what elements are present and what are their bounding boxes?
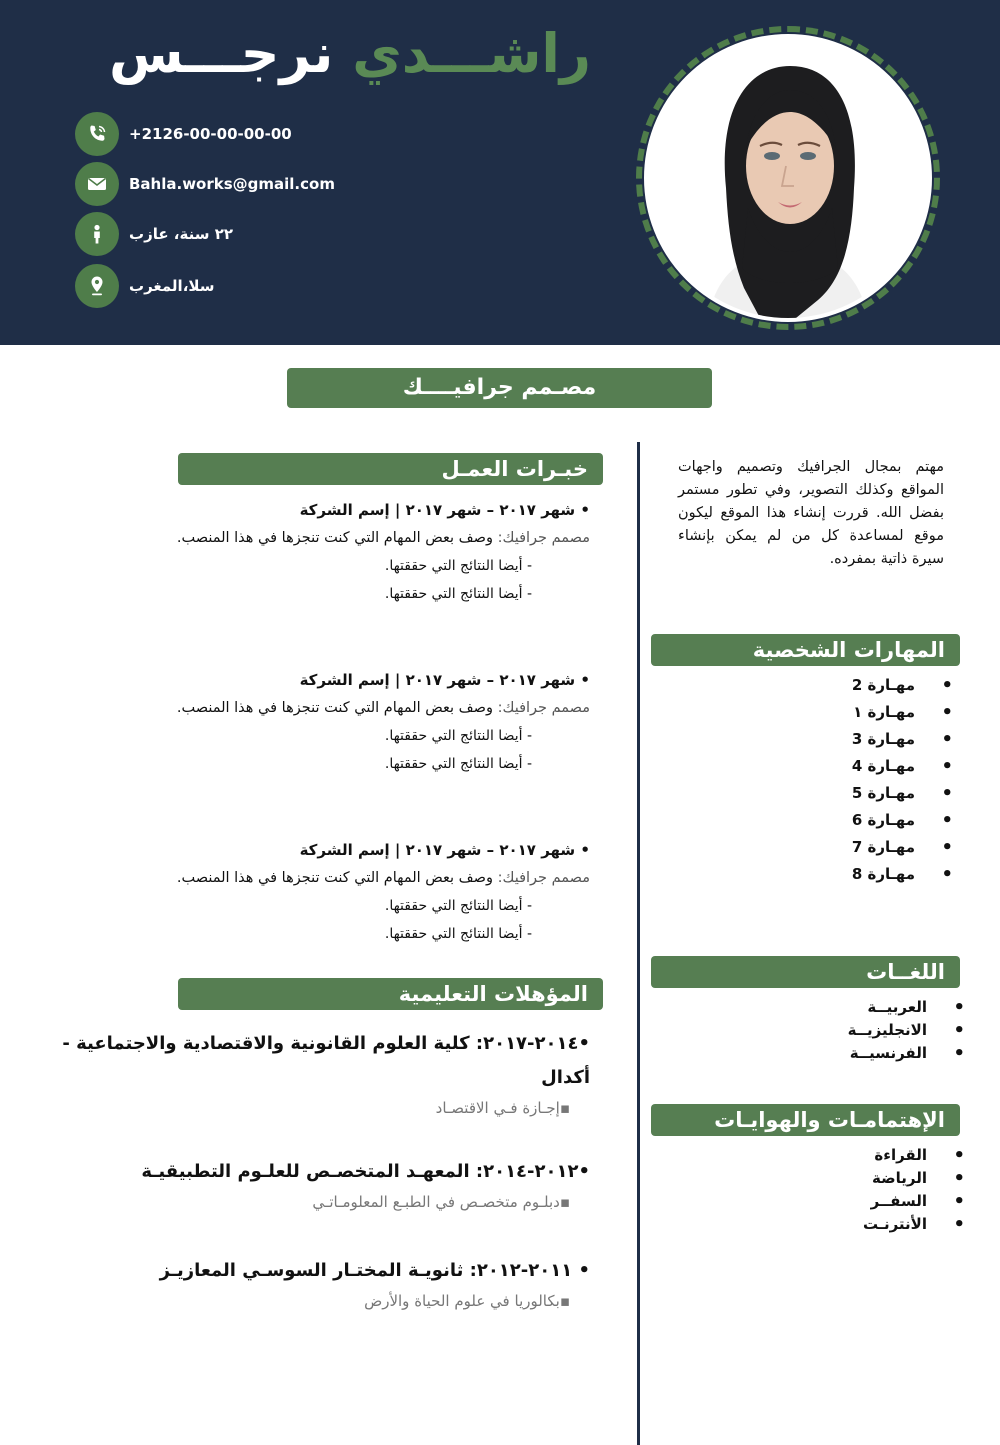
skills-list: [852, 672, 915, 888]
interest-item: القراءة •: [863, 1144, 927, 1167]
language-item: الفرنسيــة •: [848, 1042, 927, 1065]
phone-icon: [75, 112, 119, 156]
phone-number: +2126-00-00-00-00: [129, 125, 292, 143]
skill-item: مهـارة 7 •: [852, 834, 915, 861]
profile-summary: مهتم بمجال الجرافيك وتصميم واجهات المواقع وكذلك التصوير، وفي تطور مستمر بفضل الله. قررت إنشاء هذا الموقع ليكون موقع لمساعدة كل من لم يمكن بإنشاء سيرة ذاتية بمفرده.: [678, 459, 944, 567]
skill-item: مهـارة 8 •: [852, 861, 915, 888]
experience-entry: [60, 496, 590, 608]
education-entry: [60, 1254, 590, 1314]
location-icon: [75, 264, 119, 308]
skill-item: مهـارة 4 •: [852, 753, 915, 780]
contact-age-status: [75, 211, 233, 257]
education-title: •٢٠١٤-٢٠١٧: كلية العلوم القانونية والاقتصادية والاجتماعية - أكدال: [62, 1033, 590, 1088]
languages-heading: اللغــات: [651, 956, 960, 988]
experience-desc-text: وصف بعض المهام التي كنت تنجزها في هذا المنصب.: [176, 530, 498, 546]
experience-point: - أيضا النتائج التي حققتها.: [384, 926, 532, 942]
experience-title: • شهر ٢٠١٧ – شهر ٢٠١٧ | إسم الشركة: [299, 501, 590, 519]
experience-point: - أيضا النتائج التي حققتها.: [384, 728, 532, 744]
interest-item: السفــر •: [863, 1190, 927, 1213]
experience-title: • شهر ٢٠١٧ – شهر ٢٠١٧ | إسم الشركة: [299, 841, 590, 859]
language-item: العربيــة •: [848, 996, 927, 1019]
education-title: •٢٠١٢-٢٠١٤: المعهـد المتخصـص للعلـوم التطبيقيـة: [141, 1161, 590, 1182]
experience-desc-text: وصف بعض المهام التي كنت تنجزها في هذا المنصب.: [176, 700, 498, 716]
experience-role: مصمم جرافيك:: [497, 530, 590, 546]
interests-heading: الإهتمامـات والهوايـات: [651, 1104, 960, 1136]
education-heading: المؤهلات التعليمية: [178, 978, 603, 1010]
contact-email: [75, 161, 335, 207]
experience-point: - أيضا النتائج التي حققتها.: [384, 898, 532, 914]
experience-description: [60, 864, 590, 892]
email-address: Bahla.works@gmail.com: [129, 175, 335, 193]
experience-heading: خبـرات العمـل: [178, 453, 603, 485]
education-title: • ٢٠١١-٢٠١٢: ثانويـة المختـار السوسـي المعازيـز: [159, 1260, 590, 1281]
skill-item: مهـارة 6 •: [852, 807, 915, 834]
experience-title: • شهر ٢٠١٧ – شهر ٢٠١٧ | إسم الشركة: [299, 671, 590, 689]
skill-item: مهـارة ١ •: [852, 699, 915, 726]
skill-item: مهـارة 3 •: [852, 726, 915, 753]
age-marital-status: ٢٢ سنة، عازب: [129, 225, 234, 243]
experience-role: مصمم جرافيك:: [497, 870, 590, 886]
last-name: نرجـــس: [108, 22, 334, 85]
contact-phone: [75, 111, 292, 157]
profile-photo: [644, 34, 932, 322]
experience-entry: [60, 666, 590, 778]
header-banner: [0, 0, 1000, 345]
experience-point: - أيضا النتائج التي حققتها.: [384, 558, 532, 574]
skill-item: مهـارة 5 •: [852, 780, 915, 807]
education-entry: [60, 1155, 590, 1215]
email-icon: [75, 162, 119, 206]
job-title-bar: مصـمم جرافيــــك: [287, 368, 712, 408]
interest-item: الأنترنـت •: [863, 1213, 927, 1236]
language-item: الانجليزيــة •: [848, 1019, 927, 1042]
first-name: راشـــدي: [352, 22, 592, 85]
experience-point: - أيضا النتائج التي حققتها.: [384, 586, 532, 602]
languages-list: [848, 996, 927, 1065]
person-icon: [75, 212, 119, 256]
experience-entry: [60, 836, 590, 948]
education-detail: ▪بكالوريا في علوم الحياة والأرض: [364, 1292, 570, 1310]
experience-point: - أيضا النتائج التي حققتها.: [384, 756, 532, 772]
experience-description: [60, 694, 590, 722]
contact-location: [75, 263, 215, 309]
interest-item: الرياضة •: [863, 1167, 927, 1190]
experience-desc-text: وصف بعض المهام التي كنت تنجزها في هذا المنصب.: [176, 870, 498, 886]
experience-description: [60, 524, 590, 552]
education-detail: ▪دبلـوم متخصـص في الطبـع المعلومـاتـي: [312, 1193, 570, 1211]
education-entry: [60, 1027, 590, 1121]
location-text: سلا،المغرب: [129, 277, 215, 295]
education-detail: ▪إجـازة فـي الاقتصـاد: [435, 1099, 570, 1117]
column-divider: [637, 442, 640, 1445]
experience-role: مصمم جرافيك:: [497, 700, 590, 716]
skills-heading: المهارات الشخصية: [651, 634, 960, 666]
interests-list: [863, 1144, 927, 1236]
skill-item: مهـارة 2 •: [852, 672, 915, 699]
full-name: [100, 22, 600, 85]
